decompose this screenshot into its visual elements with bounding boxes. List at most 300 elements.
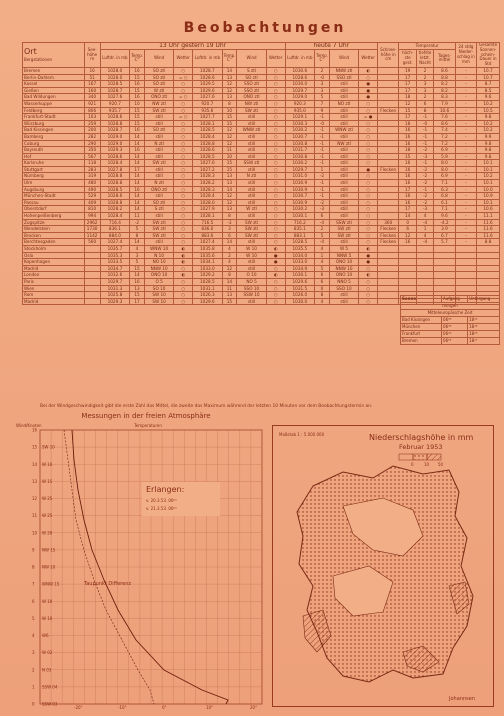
cell-p19: 1028.6 bbox=[193, 147, 222, 154]
cell-x19: ○ bbox=[266, 186, 285, 193]
cell-ort: Bamberg bbox=[23, 133, 85, 140]
wind-footnote: Bei der Windgeschwindigkeit gibt die erste Zahl das Mittel, die zweite das Maximum während der letzten 10 Minuten vor dem Beobachtungstermin an. bbox=[40, 404, 373, 409]
cell-w19: still bbox=[237, 298, 266, 305]
cell-w19: NW ztl bbox=[237, 100, 266, 107]
cell-mi: 8.2 bbox=[434, 87, 455, 94]
cell-x7: ○ bbox=[359, 160, 378, 167]
cell-t7: -1 bbox=[315, 140, 330, 147]
cell-hi: 6 bbox=[399, 226, 416, 233]
cell-t13: 3 bbox=[130, 252, 145, 259]
cell-h: 290 bbox=[84, 140, 100, 147]
cell-so: 8.8 bbox=[477, 239, 500, 246]
cell-so: 10.7 bbox=[477, 74, 500, 81]
cell-h: 103 bbox=[84, 114, 100, 121]
cell-p7: 1033.0 bbox=[285, 259, 314, 266]
cell-t19: 10 bbox=[222, 153, 237, 160]
cell-ns: - bbox=[455, 219, 476, 226]
cell-p7: 1030.3 bbox=[285, 120, 314, 127]
cell-t13: 15 bbox=[130, 292, 145, 299]
cell-x7: = ● bbox=[359, 114, 378, 121]
wind-label: WNW 15 bbox=[42, 581, 60, 587]
cell-x7: ○ bbox=[359, 239, 378, 246]
cell-w19: W ztl bbox=[237, 206, 266, 213]
cell-hi: 16 bbox=[399, 193, 416, 200]
level-label: 12 bbox=[32, 496, 38, 501]
cell-p13: 1032.6 bbox=[100, 272, 129, 279]
map-period: Februar 1953 bbox=[399, 443, 443, 451]
cell-w7: still bbox=[329, 239, 358, 246]
cell-x7: ○ bbox=[359, 219, 378, 226]
cell-p19: 1028.3 bbox=[193, 173, 222, 180]
cell-x7: ● bbox=[359, 259, 378, 266]
cell-lo: -1 bbox=[416, 140, 433, 147]
cell-h bbox=[84, 285, 100, 292]
cell-sn: Flecken bbox=[378, 107, 399, 114]
cell-h bbox=[84, 246, 100, 253]
cell-ort: Gießen bbox=[23, 87, 85, 94]
station-row bbox=[23, 199, 500, 206]
cell-w13: ONO 10 bbox=[144, 272, 173, 279]
cell-mi bbox=[434, 265, 455, 272]
cell-p7: 1029.6 bbox=[285, 278, 314, 285]
cell-x7: ○ bbox=[359, 206, 378, 213]
col-temp-tiefste: tiefste letzt. Nacht bbox=[416, 49, 433, 67]
cell-x7: ○ bbox=[359, 74, 378, 81]
cell-w7: SSO 10 bbox=[329, 285, 358, 292]
cell-ns: - bbox=[455, 186, 476, 193]
cell-w7: still bbox=[329, 180, 358, 187]
cell-x13: ◐ bbox=[174, 272, 193, 279]
cell-p7: 1030.6 bbox=[285, 67, 314, 74]
col-header-heute: heute 7 Uhr bbox=[285, 43, 377, 50]
cell-so bbox=[477, 265, 500, 272]
cell-t7: 3 bbox=[315, 87, 330, 94]
cell-x7: ● bbox=[359, 252, 378, 259]
cell-hi: 17 bbox=[399, 114, 416, 121]
cell-h bbox=[84, 265, 100, 272]
cell-p19: 1028.3 bbox=[193, 186, 222, 193]
cell-w13: still bbox=[144, 147, 173, 154]
cell-w19: W 10 bbox=[237, 252, 266, 259]
cell-ns: - bbox=[455, 166, 476, 173]
station-row bbox=[23, 94, 500, 101]
cell-p7: 935.0 bbox=[285, 107, 314, 114]
cell-t7: 0 bbox=[315, 285, 330, 292]
cell-t13: 14 bbox=[130, 206, 145, 213]
wind-label: W6 bbox=[42, 633, 49, 638]
cell-hi bbox=[399, 285, 416, 292]
cell-x19: ○ bbox=[266, 94, 285, 101]
cell-p19: 1029.2 bbox=[193, 272, 222, 279]
cell-w13: O 5 bbox=[144, 278, 173, 285]
cell-x13: ○ bbox=[174, 67, 193, 74]
cell-w13: SW ztl bbox=[144, 219, 173, 226]
cell-hi: 12 bbox=[399, 100, 416, 107]
cell-lo: 2 bbox=[416, 94, 433, 101]
cell-t7: 9 bbox=[315, 107, 330, 114]
cell-w7: still bbox=[329, 153, 358, 160]
sounding-grid bbox=[40, 430, 262, 704]
cell-x19: ○ bbox=[266, 160, 285, 167]
cell-mi: 8.0 bbox=[434, 160, 455, 167]
cell-t13: 17 bbox=[130, 166, 145, 173]
cell-hi: 17 bbox=[399, 87, 416, 94]
cell-t13: 15 bbox=[130, 107, 145, 114]
cell-x19: ○ bbox=[266, 278, 285, 285]
cell-x19: ○ bbox=[266, 292, 285, 299]
cell-x19: ○ bbox=[266, 173, 285, 180]
cell-t13: 15 bbox=[130, 265, 145, 272]
cell-w19: still bbox=[237, 213, 266, 220]
cell-sn: 360 bbox=[378, 219, 399, 226]
cell-mi: 7.9 bbox=[434, 100, 455, 107]
cell-w13: SW ztl bbox=[144, 107, 173, 114]
cell-p13: 1028.8 bbox=[100, 120, 129, 127]
cell-t7: -1 bbox=[315, 133, 330, 140]
cell-w13: NNW 10 bbox=[144, 265, 173, 272]
cell-hi: 16 bbox=[399, 140, 416, 147]
cell-w7: NNW 10 bbox=[329, 265, 358, 272]
cell-t7: -1 bbox=[315, 153, 330, 160]
cell-ns: - bbox=[455, 127, 476, 134]
map-svg bbox=[273, 426, 493, 706]
cell-t13: 15 bbox=[130, 120, 145, 127]
col-temp-13: Temp. C° bbox=[130, 49, 145, 67]
cell-mi: 6.7 bbox=[434, 232, 455, 239]
cell-ns: - bbox=[455, 206, 476, 213]
cell-mi: 7.6 bbox=[434, 114, 455, 121]
cell-w7: SSO ztl bbox=[329, 74, 358, 81]
cell-w19: SSO ztl bbox=[237, 87, 266, 94]
cell-ns: - bbox=[455, 199, 476, 206]
cell-t19: 13 bbox=[222, 94, 237, 101]
cell-w13: NW ztl bbox=[144, 100, 173, 107]
cell-so bbox=[477, 278, 500, 285]
cell-t19: 13 bbox=[222, 74, 237, 81]
cell-x13: ○ bbox=[174, 120, 193, 127]
cell-lo bbox=[416, 246, 433, 253]
cell-w7: still bbox=[329, 81, 358, 88]
cell-t19: 15 bbox=[222, 114, 237, 121]
cell-sn bbox=[378, 298, 399, 305]
cell-x13: ◐ bbox=[174, 252, 193, 259]
cell-sn bbox=[378, 180, 399, 187]
cell-w19: still bbox=[237, 265, 266, 272]
cell-lo: 2 bbox=[416, 67, 433, 74]
cell-x19: ○ bbox=[266, 180, 285, 187]
cell-hi: 16 bbox=[399, 173, 416, 180]
cell-lo: 3 bbox=[416, 87, 433, 94]
cell-lo: -4 bbox=[416, 219, 433, 226]
cell-p7: 1030.1 bbox=[285, 272, 314, 279]
cell-x19: ● bbox=[266, 252, 285, 259]
cell-w13: SW ztl bbox=[144, 232, 173, 239]
station-row bbox=[23, 219, 500, 226]
wind-label: SW 10 bbox=[42, 444, 55, 450]
cell-t13: 16 bbox=[130, 278, 145, 285]
cell-ort: London bbox=[23, 272, 85, 279]
cell-p13: 1028.5 bbox=[100, 186, 129, 193]
cell-p7: 1030.9 bbox=[285, 180, 314, 187]
observations-table bbox=[22, 42, 500, 305]
cell-p13: 1028.6 bbox=[100, 193, 129, 200]
cell-p13: 1029.7 bbox=[100, 278, 129, 285]
sun-table-sub2: morgen bbox=[401, 303, 500, 310]
cell-ort: Bad Kissingen bbox=[23, 127, 85, 134]
cell-t19: 13 bbox=[222, 206, 237, 213]
cell-p13: 1028.4 bbox=[100, 213, 129, 220]
cell-h: 560 bbox=[84, 239, 100, 246]
station-row bbox=[23, 140, 500, 147]
station-row bbox=[23, 114, 500, 121]
cell-t7: 1 bbox=[315, 252, 330, 259]
cell-x13: ○ bbox=[174, 199, 193, 206]
cell-so: 11.1 bbox=[477, 213, 500, 220]
sun-table-head-sonne: Sonne bbox=[401, 296, 442, 303]
cell-w13: ONO ztl bbox=[144, 94, 173, 101]
page-title: Beobachtungen bbox=[183, 20, 347, 36]
erlangen-title: Erlangen: bbox=[146, 485, 185, 494]
station-row bbox=[23, 252, 500, 259]
cell-ort: Brocken bbox=[23, 232, 85, 239]
sun-row-ort: München bbox=[401, 324, 442, 331]
cell-x19: ○ bbox=[266, 107, 285, 114]
cell-w13: still bbox=[144, 173, 173, 180]
station-row bbox=[23, 285, 500, 292]
cell-w7: W 5 bbox=[329, 246, 358, 253]
cell-t13: 16 bbox=[130, 147, 145, 154]
cell-h bbox=[84, 298, 100, 305]
cell-lo: -1 bbox=[416, 114, 433, 121]
cell-w13: SW 10 bbox=[144, 298, 173, 305]
cell-hi: 19 bbox=[399, 67, 416, 74]
cell-p19: 716.5 bbox=[193, 219, 222, 226]
map-signature: Johannsen bbox=[449, 696, 475, 702]
cell-t7: 6 bbox=[315, 272, 330, 279]
col-luftdruck-13: Luftdr. in mb bbox=[100, 49, 129, 67]
cell-p19: 1027.6 bbox=[193, 160, 222, 167]
cell-w7: SW ztl bbox=[329, 226, 358, 233]
cell-w19: still bbox=[237, 166, 266, 173]
cell-t19: 13 bbox=[222, 292, 237, 299]
cell-w13: SO ztl bbox=[144, 199, 173, 206]
cell-w13: still bbox=[144, 213, 173, 220]
cell-p7: 1034.0 bbox=[285, 252, 314, 259]
col-header-temperatur: Temperatur bbox=[399, 43, 455, 50]
cell-ort: Rom bbox=[23, 292, 85, 299]
temp-label: Temperaturen bbox=[134, 423, 162, 428]
cell-x13: ○ bbox=[174, 160, 193, 167]
cell-p19: 1027.6 bbox=[193, 94, 222, 101]
level-label: 6 bbox=[32, 598, 35, 604]
cell-w19: SW ztl bbox=[237, 232, 266, 239]
cell-w19: SW ztl bbox=[237, 219, 266, 226]
cell-sn bbox=[378, 160, 399, 167]
cell-sn bbox=[378, 94, 399, 101]
cell-p13: 1029.3 bbox=[100, 147, 129, 154]
level-label: 5 bbox=[32, 615, 35, 621]
cell-t13: 14 bbox=[130, 140, 145, 147]
cell-w19: still bbox=[237, 186, 266, 193]
cell-x13: ○ bbox=[174, 81, 193, 88]
cell-w7: ONO 10 bbox=[329, 272, 358, 279]
cell-x7: ○ bbox=[359, 133, 378, 140]
cell-p19: 1028.5 bbox=[193, 153, 222, 160]
cell-t19: 6 bbox=[222, 232, 237, 239]
cell-x7: ○ bbox=[359, 153, 378, 160]
sun-row-aufgang: 06³⁸ bbox=[442, 317, 468, 324]
sounding-chart bbox=[14, 420, 268, 710]
cell-hi: 0 bbox=[399, 219, 416, 226]
wind-label: W 25 bbox=[42, 513, 53, 519]
germany-outline bbox=[297, 466, 473, 682]
cell-sn: Flecken bbox=[378, 166, 399, 173]
sun-row bbox=[401, 331, 500, 338]
cell-x13: ○ bbox=[174, 219, 193, 226]
cell-so: 10.1 bbox=[477, 166, 500, 173]
wind-label: W 10 bbox=[42, 598, 53, 604]
cell-so: 11.6 bbox=[477, 232, 500, 239]
cell-so: 9.8 bbox=[477, 147, 500, 154]
cell-w19: ONO ztl bbox=[237, 94, 266, 101]
cell-p13: 1029.0 bbox=[100, 133, 129, 140]
cell-p13: 836.1 bbox=[100, 226, 129, 233]
cell-p7: 1030.0 bbox=[285, 298, 314, 305]
cell-x13: ○ bbox=[174, 298, 193, 305]
cell-hi: 17 bbox=[399, 186, 416, 193]
cell-t13: 14 bbox=[130, 160, 145, 167]
cell-sn bbox=[378, 206, 399, 213]
cell-ort: Wendelstein bbox=[23, 226, 85, 233]
sun-row-untergang: 18¹⁸ bbox=[468, 324, 500, 331]
cell-p13: 1033.5 bbox=[100, 259, 129, 266]
cell-x13: = ○ bbox=[174, 74, 193, 81]
cell-w7: still bbox=[329, 199, 358, 206]
cell-mi: 6.1 bbox=[434, 199, 455, 206]
cell-h: 160 bbox=[84, 87, 100, 94]
cell-p19: 1028.8 bbox=[193, 140, 222, 147]
cell-t7: -1 bbox=[315, 114, 330, 121]
cell-x7: ● bbox=[359, 87, 378, 94]
cell-h bbox=[84, 292, 100, 299]
cell-h: 118 bbox=[84, 160, 100, 167]
cell-t7: 4 bbox=[315, 259, 330, 266]
cell-x13: ○ bbox=[174, 226, 193, 233]
cell-w19: still bbox=[237, 259, 266, 266]
cell-p19: 920.7 bbox=[193, 100, 222, 107]
cell-x13: ○ bbox=[174, 180, 193, 187]
cell-ns: - bbox=[455, 153, 476, 160]
cell-ort: Wasserkuppe bbox=[23, 100, 85, 107]
cell-w13: SO ztl bbox=[144, 74, 173, 81]
sun-row bbox=[401, 338, 500, 345]
cell-ns: - bbox=[455, 173, 476, 180]
cell-mi: 8.3 bbox=[434, 94, 455, 101]
cell-x19: ○ bbox=[266, 81, 285, 88]
cell-w19: NO 5 bbox=[237, 278, 266, 285]
cell-sn bbox=[378, 292, 399, 299]
wind-label: W 15 bbox=[42, 478, 53, 484]
cell-x13: ○ bbox=[174, 140, 193, 147]
cell-x19: ○ bbox=[266, 166, 285, 173]
cell-x19: ○ bbox=[266, 147, 285, 154]
cell-w7: WNW ztl bbox=[329, 127, 358, 134]
cell-so: 9.6 bbox=[477, 94, 500, 101]
cell-lo: -2 bbox=[416, 180, 433, 187]
cell-t19: 14 bbox=[222, 239, 237, 246]
cell-w19: SSO 10 bbox=[237, 285, 266, 292]
cell-x19: ○ bbox=[266, 114, 285, 121]
cell-h: 283 bbox=[84, 166, 100, 173]
cell-t19: 8 bbox=[222, 272, 237, 279]
cell-x19: ○ bbox=[266, 153, 285, 160]
cell-ns: - bbox=[455, 94, 476, 101]
cell-x7: ○ bbox=[359, 226, 378, 233]
station-row bbox=[23, 226, 500, 233]
sun-row-untergang: 18²⁵ bbox=[468, 331, 500, 338]
cell-t19: 8 bbox=[222, 213, 237, 220]
cell-h bbox=[84, 278, 100, 285]
erlangen-line-2: v. 21.3.53. 06⁰⁰ bbox=[146, 506, 177, 511]
station-row bbox=[23, 180, 500, 187]
cell-t13: 14 bbox=[130, 272, 145, 279]
sun-table-sub: Mitteleuropäische Zeit bbox=[401, 310, 500, 317]
cell-t19: 13 bbox=[222, 180, 237, 187]
cell-t7: -4 bbox=[315, 219, 330, 226]
cell-x13: ○ bbox=[174, 213, 193, 220]
cell-hi bbox=[399, 278, 416, 285]
cell-x19: ○ bbox=[266, 226, 285, 233]
cell-t13: 14 bbox=[130, 199, 145, 206]
cell-x7: ◐ bbox=[359, 67, 378, 74]
cell-p7: 1031.7 bbox=[285, 147, 314, 154]
sun-row bbox=[401, 324, 500, 331]
cell-sn bbox=[378, 100, 399, 107]
cell-ort: Nürnberg bbox=[23, 173, 85, 180]
sun-row bbox=[401, 317, 500, 324]
cell-lo: 4 bbox=[416, 213, 433, 220]
cell-hi: 16 bbox=[399, 199, 416, 206]
cell-w13: SO ztl bbox=[144, 67, 173, 74]
col-header-gestern: 13 Uhr gestern 19 Uhr bbox=[100, 43, 285, 50]
cell-mi: 6.3 bbox=[434, 186, 455, 193]
sun-table-head-untergang: Untergang bbox=[468, 296, 500, 303]
level-label: 14 bbox=[32, 461, 38, 467]
cell-so: 10.9 bbox=[477, 193, 500, 200]
cell-ns: - bbox=[455, 87, 476, 94]
cell-sn bbox=[378, 259, 399, 266]
cell-ort: Hof bbox=[23, 153, 85, 160]
cell-ort: Würzburg bbox=[23, 120, 85, 127]
cell-ort: Stockholm bbox=[23, 246, 85, 253]
cell-ns: - bbox=[455, 147, 476, 154]
cell-p7: 1030.1 bbox=[285, 213, 314, 220]
cell-t13: 14 bbox=[130, 239, 145, 246]
cell-t13: 16 bbox=[130, 127, 145, 134]
col-wetter-7: Wetter bbox=[359, 49, 378, 67]
cell-p13: 1029.3 bbox=[100, 298, 129, 305]
station-row bbox=[23, 81, 500, 88]
cell-x13: ○ bbox=[174, 265, 193, 272]
station-row bbox=[23, 100, 500, 107]
cell-lo: -2 bbox=[416, 199, 433, 206]
cell-t19: 15 bbox=[222, 166, 237, 173]
cell-ns bbox=[455, 252, 476, 259]
cell-sn bbox=[378, 120, 399, 127]
cell-p7: 1031.5 bbox=[285, 285, 314, 292]
col-header-ort bbox=[23, 43, 85, 68]
cell-t19: 12 bbox=[222, 87, 237, 94]
